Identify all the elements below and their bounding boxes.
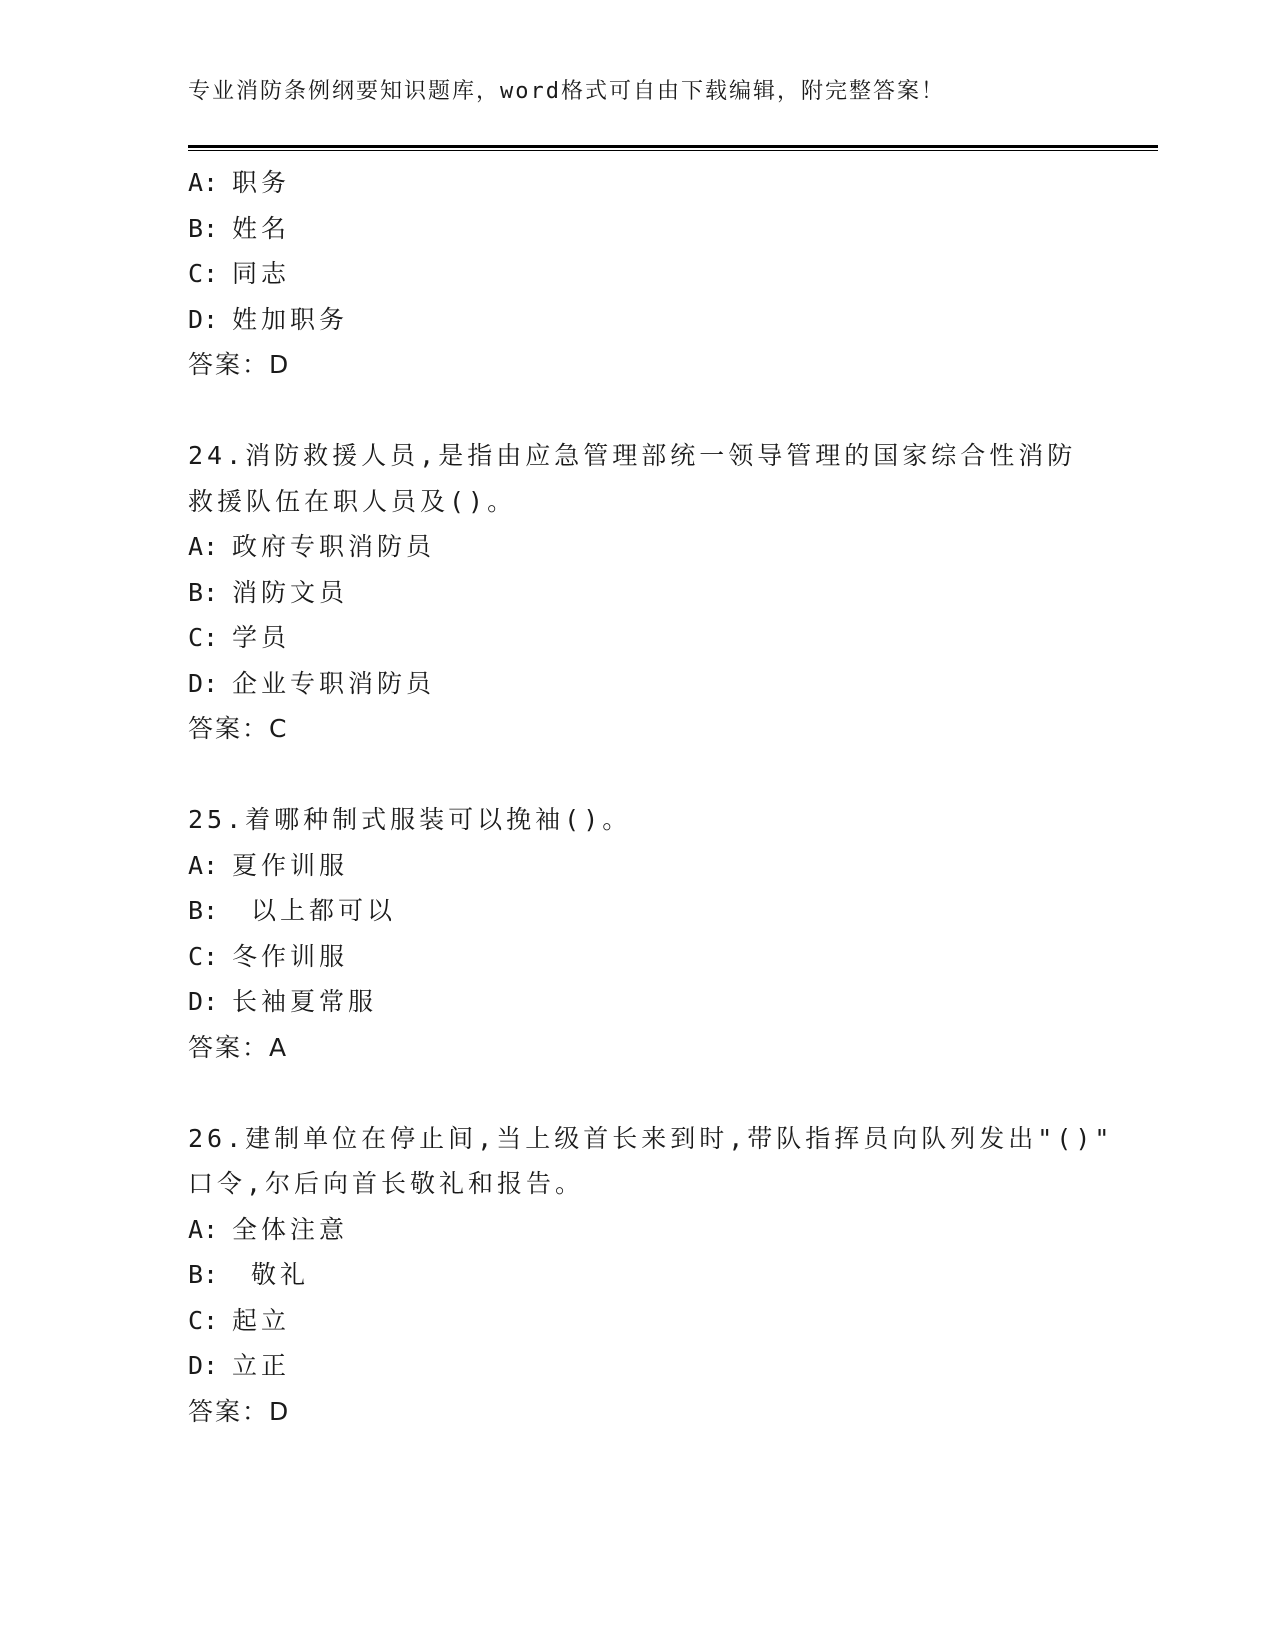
option-letter: A: <box>188 1214 219 1244</box>
option-text: 立正 <box>232 1351 291 1380</box>
option-d <box>188 1343 1088 1389</box>
question-25 <box>188 797 1088 1070</box>
option-letter: B: <box>188 896 219 925</box>
option-b <box>188 888 1088 934</box>
option-text: 企业专职消防员 <box>232 668 436 698</box>
option-c <box>188 251 1088 297</box>
option-text: 夏作训服 <box>232 850 349 880</box>
option-letter: D: <box>188 1351 219 1380</box>
option-letter: B: <box>188 213 219 243</box>
option-b <box>188 1252 1088 1298</box>
spacer <box>188 752 1088 798</box>
option-text: 职务 <box>232 168 291 197</box>
answer-line <box>188 1389 1088 1435</box>
option-letter: D: <box>188 987 219 1016</box>
option-c <box>188 934 1088 980</box>
answer-label: 答案： <box>188 714 270 743</box>
option-letter: B: <box>188 577 219 607</box>
option-letter: C: <box>188 941 219 971</box>
option-letter: C: <box>188 259 219 288</box>
option-c <box>188 1298 1088 1344</box>
option-text: 冬作训服 <box>232 941 349 971</box>
option-text: 同志 <box>232 259 291 288</box>
option-a <box>188 1207 1088 1253</box>
option-text: 姓加职务 <box>232 304 349 334</box>
option-letter: A: <box>188 168 219 197</box>
option-letter: D: <box>188 304 219 334</box>
option-c <box>188 615 1088 661</box>
option-letter: D: <box>188 668 219 698</box>
option-b <box>188 206 1088 252</box>
question-text: 口令,尔后向首长敬礼和报告。 <box>188 1169 585 1198</box>
option-d <box>188 297 1088 343</box>
question-text: 25.着哪种制式服装可以挽袖()。 <box>188 805 632 834</box>
option-text: 长袖夏常服 <box>232 987 378 1016</box>
option-a <box>188 524 1088 570</box>
option-text: 起立 <box>232 1305 291 1335</box>
option-letter: B: <box>188 1260 219 1289</box>
option-text: 以上都可以 <box>232 896 397 925</box>
answer-value: C <box>269 714 287 743</box>
option-letter: A: <box>188 850 219 880</box>
answer-label: 答案： <box>188 1032 270 1062</box>
option-a <box>188 160 1088 206</box>
question-24 <box>188 433 1088 752</box>
option-b <box>188 570 1088 616</box>
answer-value: D <box>269 1396 289 1426</box>
option-text: 政府专职消防员 <box>232 532 436 561</box>
question-text: 24.消防救援人员,是指由应急管理部统一领导管理的国家综合性消防 <box>188 441 1077 470</box>
question-23 <box>188 160 1088 388</box>
answer-line <box>188 1025 1088 1071</box>
option-d <box>188 979 1088 1025</box>
answer-value: A <box>269 1032 287 1062</box>
spacer <box>188 1070 1088 1116</box>
question-26 <box>188 1116 1114 1435</box>
header-divider-thick <box>188 145 1158 148</box>
option-text: 消防文员 <box>232 577 349 607</box>
question-text: 救援队伍在职人员及()。 <box>188 486 517 516</box>
option-letter: C: <box>188 623 219 652</box>
answer-line <box>188 706 1088 752</box>
answer-label: 答案： <box>188 1396 270 1426</box>
option-text: 姓名 <box>232 213 291 243</box>
option-text: 全体注意 <box>232 1214 349 1244</box>
answer-label: 答案： <box>188 350 270 379</box>
spacer <box>188 388 1088 434</box>
question-text: 26.建制单位在停止间,当上级首长来到时,带队指挥员向队列发出"()" <box>188 1123 1114 1153</box>
question-list <box>188 160 1114 1434</box>
page-header: 专业消防条例纲要知识题库，word格式可自由下载编辑，附完整答案！ <box>188 79 945 104</box>
option-a <box>188 843 1088 889</box>
answer-line <box>188 342 1088 388</box>
option-letter: A: <box>188 532 219 561</box>
option-text: 敬礼 <box>232 1260 310 1289</box>
option-text: 学员 <box>232 623 291 652</box>
option-letter: C: <box>188 1305 219 1335</box>
answer-value: D <box>269 350 289 379</box>
header-divider-thin <box>188 150 1158 151</box>
option-d <box>188 661 1088 707</box>
